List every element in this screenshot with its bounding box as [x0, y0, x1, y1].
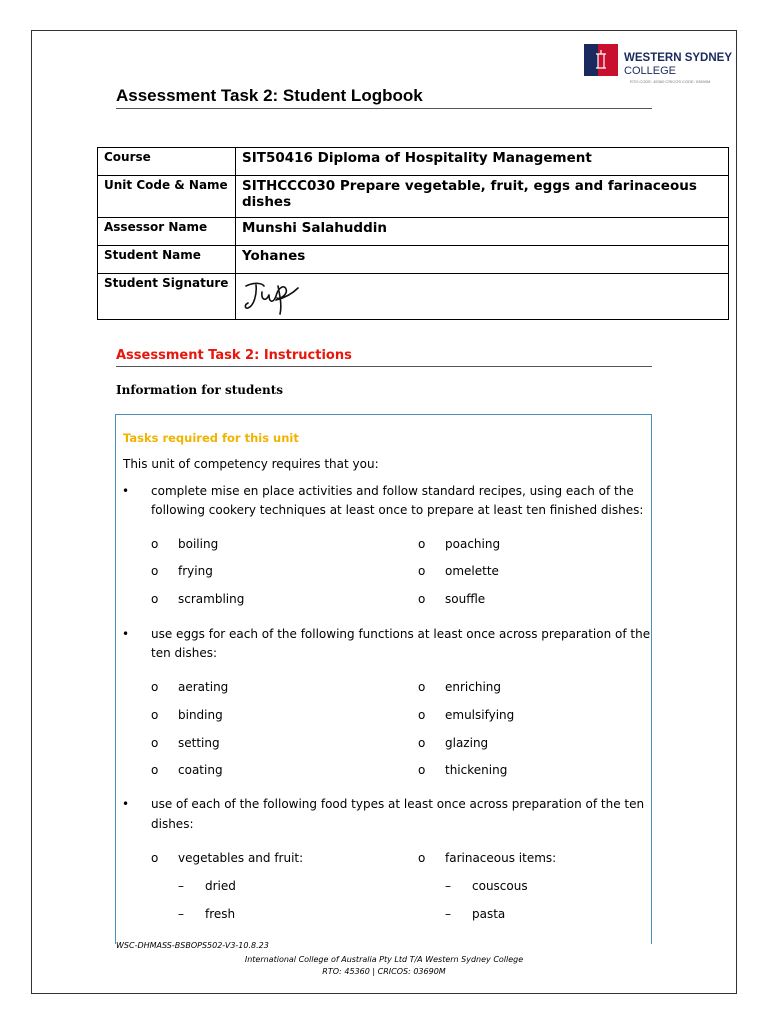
circle-marker: o	[151, 537, 159, 551]
table-row	[98, 176, 729, 218]
bullet2-line2: ten dishes:	[151, 646, 217, 660]
circle-marker: o	[151, 680, 159, 694]
tasks-heading: Tasks required for this unit	[123, 431, 299, 445]
table-row	[98, 274, 729, 320]
list-item: thickening	[445, 763, 508, 777]
list-item: omelette	[445, 564, 499, 578]
page-title: Assessment Task 2: Student Logbook	[116, 86, 423, 105]
footer-registration: RTO: 45360 | CRICOS: 03690M	[322, 967, 446, 976]
document-code: WSC-DHMASS-BSBOPS502-V3-10.8.23	[116, 941, 269, 950]
signature-label: Student Signature	[98, 274, 236, 320]
circle-marker: o	[418, 537, 426, 551]
circle-marker: o	[418, 680, 426, 694]
circle-marker: o	[418, 592, 426, 606]
list-item: enriching	[445, 680, 502, 694]
dash-marker: –	[178, 879, 184, 893]
student-info-table	[97, 147, 729, 320]
list-item: glazing	[445, 736, 489, 750]
circle-marker: o	[418, 564, 426, 578]
circle-marker: o	[151, 851, 159, 865]
list-item: frying	[178, 564, 213, 578]
table-row	[98, 218, 729, 246]
unit-label: Unit Code & Name	[98, 176, 236, 218]
circle-marker: o	[418, 736, 426, 750]
dash-marker: –	[178, 907, 184, 921]
information-for-students-heading: Information for students	[116, 383, 284, 397]
logo-emblem-icon	[584, 44, 618, 76]
assessor-value: Munshi Salahuddin	[236, 218, 729, 246]
list-item: scrambling	[178, 592, 245, 606]
student-signature	[242, 276, 304, 316]
list-item: emulsifying	[445, 708, 515, 722]
circle-marker: o	[151, 708, 159, 722]
title-divider	[116, 108, 652, 109]
bullet-marker: •	[122, 484, 130, 498]
list-item: setting	[178, 736, 220, 750]
table-row	[98, 246, 729, 274]
instructions-divider	[116, 366, 652, 367]
logo-registration-text: RTO CODE: 45360 CRICOS CODE: 03690M	[630, 79, 711, 84]
circle-marker: o	[418, 763, 426, 777]
instructions-heading: Assessment Task 2: Instructions	[116, 348, 352, 363]
list-item: pasta	[472, 907, 506, 921]
circle-marker: o	[151, 564, 159, 578]
college-logo	[584, 42, 734, 86]
list-item: boiling	[178, 537, 219, 551]
list-item: vegetables and fruit:	[178, 851, 304, 865]
logo-name-line1: WESTERN SYDNEY	[624, 52, 732, 64]
bullet-marker: •	[122, 627, 130, 641]
student-name-label: Student Name	[98, 246, 236, 274]
list-item: couscous	[472, 879, 528, 893]
course-value: SIT50416 Diploma of Hospitality Management	[236, 148, 729, 176]
bullet3-line2: dishes:	[151, 817, 194, 831]
footer-college-name: International College of Australia Pty Ltd T/A Western Sydney College	[244, 955, 524, 964]
list-item: coating	[178, 763, 223, 777]
circle-marker: o	[151, 592, 159, 606]
list-item: fresh	[205, 907, 236, 921]
intro-text: This unit of competency requires that you:	[123, 457, 379, 471]
list-item: aerating	[178, 680, 229, 694]
circle-marker: o	[151, 763, 159, 777]
signature-cell	[236, 274, 729, 320]
circle-marker: o	[418, 708, 426, 722]
circle-marker: o	[418, 851, 426, 865]
logo-name-line2: COLLEGE	[624, 65, 676, 77]
bullet3-line1: use of each of the following food types at least once across preparation of the ten	[151, 797, 645, 811]
bullet2-line1: use eggs for each of the following functions at least once across preparation of the	[151, 627, 651, 641]
list-item: binding	[178, 708, 223, 722]
circle-marker: o	[151, 736, 159, 750]
student-name-value: Yohanes	[236, 246, 729, 274]
list-item: poaching	[445, 537, 501, 551]
list-item: farinaceous items:	[445, 851, 557, 865]
list-item: souffle	[445, 592, 486, 606]
bullet-marker: •	[122, 797, 130, 811]
list-item: dried	[205, 879, 236, 893]
dash-marker: –	[445, 879, 451, 893]
dash-marker: –	[445, 907, 451, 921]
assessor-label: Assessor Name	[98, 218, 236, 246]
bullet1-line2: following cookery techniques at least once to prepare at least ten finished dishes:	[151, 503, 644, 517]
course-label: Course	[98, 148, 236, 176]
table-row	[98, 148, 729, 176]
bullet1-line1: complete mise en place activities and follow standard recipes, using each of the	[151, 484, 634, 498]
unit-value: SITHCCC030 Prepare vegetable, fruit, eggs and farinaceous dishes	[236, 176, 729, 218]
